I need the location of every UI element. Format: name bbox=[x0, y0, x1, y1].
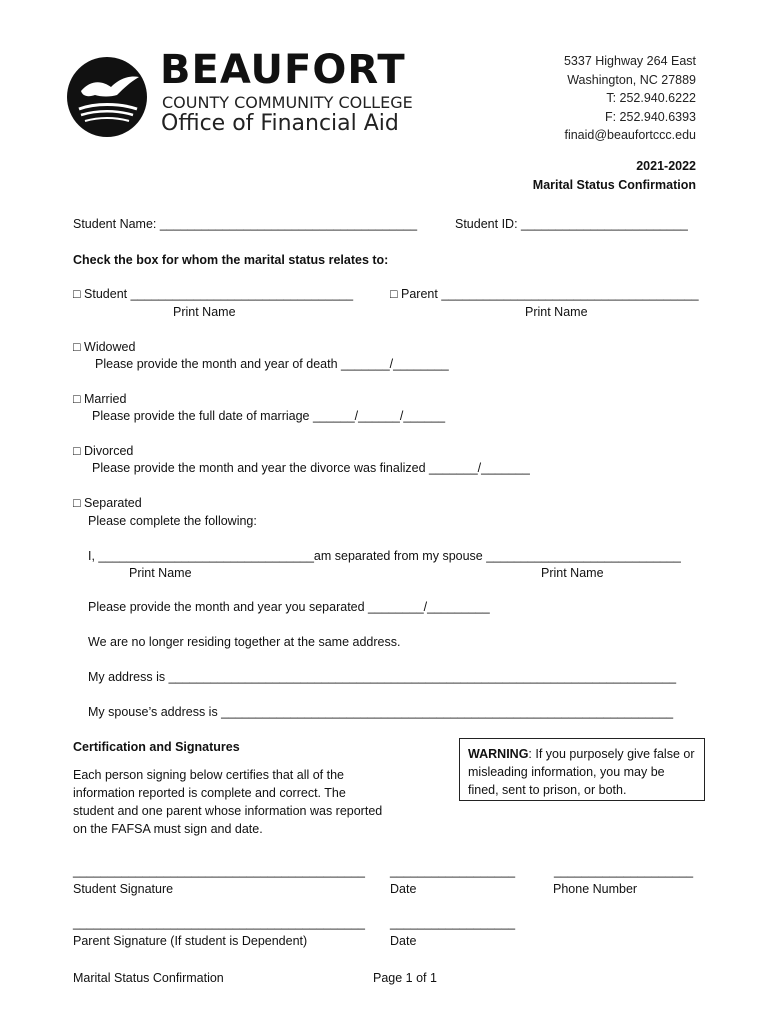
separated-instruction: Please complete the following: bbox=[88, 514, 257, 528]
award-year: 2021-2022 bbox=[636, 159, 696, 173]
certification-text: Each person signing below certifies that all of the information reported is complete and correct. The student and one parent whose information was reported on the FAFSA must sign and date. bbox=[73, 768, 383, 836]
spouse-print-name-label: Print Name bbox=[541, 566, 604, 580]
divorced-checkbox[interactable]: □ Divorced bbox=[73, 444, 134, 458]
parent-signature-label: Parent Signature (If student is Dependent) bbox=[73, 934, 308, 948]
student-signature-label: Student Signature bbox=[73, 882, 174, 896]
student-print-name-label: Print Name bbox=[173, 305, 236, 319]
student-signature-line[interactable]: __________________________________________ bbox=[73, 864, 365, 878]
warning-label: WARNING bbox=[468, 747, 529, 761]
student-date-line[interactable]: __________________ bbox=[390, 864, 516, 878]
spouse-address-field[interactable]: My spouse’s address is _________________________________________________________________ bbox=[88, 705, 674, 719]
college-subtitle: COUNTY COMMUNITY COLLEGE bbox=[162, 93, 413, 112]
phone-number-label: Phone Number bbox=[553, 882, 638, 896]
warning-box bbox=[459, 738, 705, 801]
self-print-name-label: Print Name bbox=[129, 566, 192, 580]
divorced-date-field[interactable]: Please provide the month and year the divorce was finalized _______/_______ bbox=[92, 461, 530, 475]
my-address-field[interactable]: My address is _________________________________________________________________________ bbox=[88, 670, 677, 684]
student-date-label: Date bbox=[390, 882, 417, 896]
separation-statement-field[interactable]: I, _______________________________am separated from my spouse ____________________________ bbox=[88, 549, 681, 563]
address-line-1: 5337 Highway 264 East bbox=[563, 54, 696, 68]
form-name: Marital Status Confirmation bbox=[532, 178, 696, 192]
separated-checkbox[interactable]: □ Separated bbox=[73, 496, 142, 510]
footer-form-name: Marital Status Confirmation bbox=[73, 971, 224, 985]
parent-date-line[interactable]: __________________ bbox=[390, 916, 516, 930]
student-name-field[interactable]: Student Name: _____________________________________ bbox=[73, 217, 418, 231]
fax-number: F: 252.940.6393 bbox=[604, 109, 696, 124]
separation-date-field[interactable]: Please provide the month and year you separated ________/_________ bbox=[88, 600, 490, 614]
college-logo bbox=[67, 57, 147, 137]
student-id-field[interactable]: Student ID: ________________________ bbox=[455, 217, 688, 231]
page-number: Page 1 of 1 bbox=[373, 971, 437, 985]
email-address: finaid@beaufortccc.edu bbox=[564, 128, 696, 142]
not-residing-statement: We are no longer residing together at the same address. bbox=[88, 635, 401, 649]
parent-date-label: Date bbox=[390, 934, 417, 948]
parent-signature-line[interactable]: __________________________________________ bbox=[73, 916, 365, 930]
warning-text: : If you purposely give false or misleading information, you may be fined, sent to prison, or both. bbox=[468, 747, 695, 797]
student-checkbox[interactable]: □ Student ________________________________ bbox=[73, 287, 354, 301]
certification-heading: Certification and Signatures bbox=[73, 740, 240, 754]
phone-line[interactable]: ____________________ bbox=[554, 864, 694, 878]
college-name: BEAUFORT bbox=[160, 47, 406, 93]
parent-checkbox[interactable]: □ Parent _____________________________________ bbox=[390, 287, 699, 301]
widowed-date-field[interactable]: Please provide the month and year of death _______/________ bbox=[95, 357, 449, 371]
phone-number: T: 252.940.6222 bbox=[606, 91, 696, 105]
check-instruction: Check the box for whom the marital status relates to: bbox=[73, 253, 389, 267]
widowed-checkbox[interactable]: □ Widowed bbox=[73, 340, 136, 354]
married-date-field[interactable]: Please provide the full date of marriage ______/______/______ bbox=[92, 409, 446, 423]
contact-block bbox=[564, 52, 696, 145]
address-line-2: Washington, NC 27889 bbox=[567, 72, 696, 87]
office-name: Office of Financial Aid bbox=[161, 111, 399, 136]
married-checkbox[interactable]: □ Married bbox=[73, 392, 127, 406]
form-title bbox=[533, 157, 696, 195]
parent-print-name-label: Print Name bbox=[525, 305, 588, 319]
